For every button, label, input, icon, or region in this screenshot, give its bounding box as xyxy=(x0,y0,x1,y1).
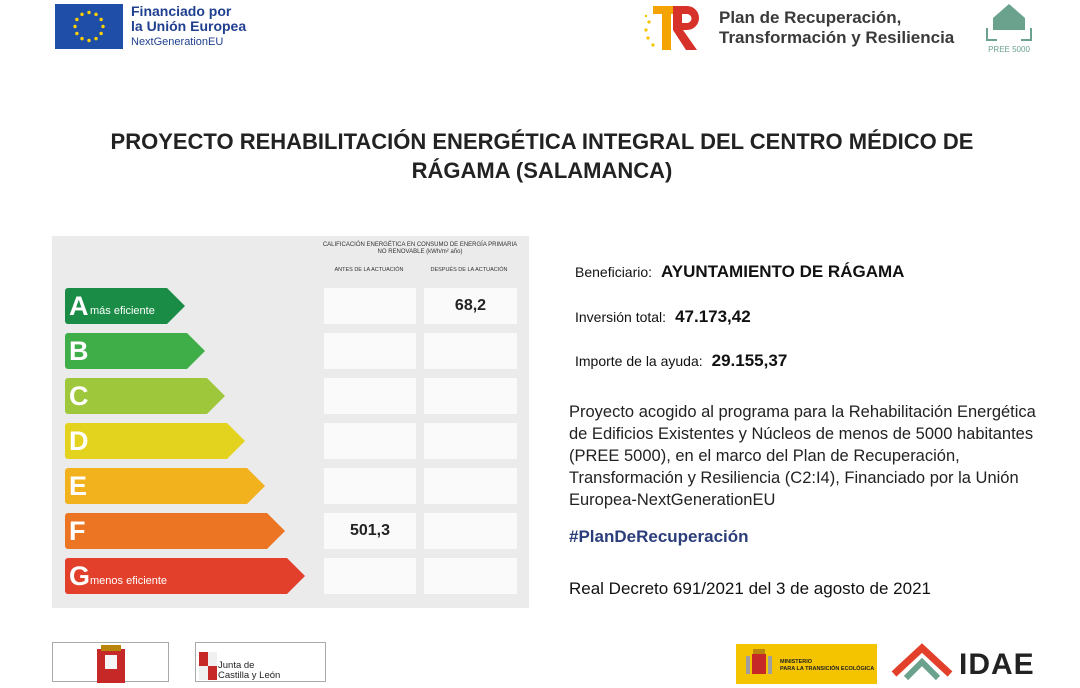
aid-row xyxy=(575,351,787,371)
rating-sublabel: menos eficiente xyxy=(90,575,168,587)
eu-star xyxy=(87,11,90,14)
beneficiary-value: AYUNTAMIENTO DE RÁGAMA xyxy=(661,262,905,281)
rating-row-c xyxy=(52,376,529,414)
rating-arrow-c xyxy=(65,378,225,414)
eu-line-3: NextGenerationEU xyxy=(131,36,224,48)
rating-letter: D xyxy=(69,426,89,456)
rating-sublabel: más eficiente xyxy=(90,305,155,317)
ministry-line-1: MINISTERIO xyxy=(780,659,813,665)
recovery-plan-logo xyxy=(643,2,954,54)
ministry-logo xyxy=(736,644,877,684)
eu-funding-text xyxy=(131,4,246,50)
recovery-plan-text xyxy=(719,8,954,48)
aid-label: Importe de la ayuda: xyxy=(575,353,703,369)
eu-line-2: la Unión Europea xyxy=(131,18,247,34)
rating-heading: CALIFICACIÓN ENERGÉTICA EN CONSUMO DE ENERGÍA PRIMARIA NO RENOVABLE (kWh/m² año) xyxy=(322,242,518,255)
after-value-cell xyxy=(424,558,517,594)
eu-star xyxy=(94,37,97,40)
rating-row-e xyxy=(52,466,529,504)
before-value-cell xyxy=(324,288,416,324)
pree-label: PREE 5000 xyxy=(988,45,1030,54)
idae-mark-icon xyxy=(890,642,954,682)
ministry-line-2: PARA LA TRANSICIÓN ECOLÓGICA xyxy=(780,666,875,672)
before-value-cell xyxy=(324,423,416,459)
eu-line-1: Financiado por xyxy=(131,3,232,19)
spain-crest-icon xyxy=(740,648,776,678)
beneficiary-label: Beneficiario: xyxy=(575,264,653,280)
rating-row-f xyxy=(52,511,529,549)
rating-letter: C xyxy=(69,381,89,411)
town-hall-logo xyxy=(52,642,169,682)
after-value-cell: 68,2 xyxy=(424,288,517,324)
eu-star xyxy=(73,25,76,28)
eu-flag-icon xyxy=(55,4,123,49)
before-value-cell xyxy=(324,378,416,414)
eu-star xyxy=(75,18,78,21)
eu-star xyxy=(87,39,90,42)
after-value-cell xyxy=(424,513,517,549)
rating-arrow-a xyxy=(65,288,185,324)
investment-label: Inversión total: xyxy=(575,309,667,325)
rating-arrow-d xyxy=(65,423,245,459)
junta-shield-icon xyxy=(199,652,217,680)
investment-row xyxy=(575,307,751,327)
after-value-cell xyxy=(424,378,517,414)
pree-5000-logo xyxy=(983,0,1035,58)
rating-arrow-g xyxy=(65,558,305,594)
energy-rating-chart xyxy=(52,236,529,608)
eu-star xyxy=(80,37,83,40)
rating-letter: G xyxy=(69,561,91,591)
after-value-cell xyxy=(424,468,517,504)
rating-row-d xyxy=(52,421,529,459)
project-title xyxy=(60,127,1024,185)
junta-line-2: Castilla y León xyxy=(218,670,281,681)
junta-text xyxy=(218,661,280,681)
eu-star xyxy=(80,13,83,16)
eu-star xyxy=(75,32,78,35)
rating-arrow-b xyxy=(65,333,205,369)
eu-star xyxy=(101,25,104,28)
eu-star xyxy=(99,18,102,21)
investment-value: 47.173,42 xyxy=(675,307,751,326)
junta-line-1: Junta de xyxy=(218,660,255,671)
beneficiary-row xyxy=(575,262,904,282)
idae-wordmark: IDAE xyxy=(959,648,1035,681)
prtr-line-2: Transformación y Resiliencia xyxy=(719,28,955,47)
before-value-cell xyxy=(324,333,416,369)
rating-letter: F xyxy=(69,516,86,546)
before-value-cell xyxy=(324,468,416,504)
title-line-1: PROYECTO REHABILITACIÓN ENERGÉTICA INTEGRAL DEL CENTRO MÉDICO DE xyxy=(110,129,974,154)
rating-arrow-e xyxy=(65,468,265,504)
junta-castilla-leon-logo xyxy=(195,642,326,682)
coat-of-arms-icon xyxy=(53,643,170,683)
idae-logo xyxy=(890,642,1035,682)
title-line-2: RÁGAMA (SALAMANCA) xyxy=(411,158,673,183)
after-column-header: DESPUÉS DE LA ACTUACIÓN xyxy=(430,267,508,273)
after-value-cell xyxy=(424,423,517,459)
royal-decree: Real Decreto 691/2021 del 3 de agosto de 2021 xyxy=(569,579,931,598)
rating-row-b xyxy=(52,331,529,369)
eu-funding-logo xyxy=(55,4,246,50)
house-icon xyxy=(983,0,1035,44)
rating-row-g xyxy=(52,556,529,594)
eu-star xyxy=(94,13,97,16)
before-column-header: ANTES DE LA ACTUACIÓN xyxy=(334,267,404,273)
ministry-text xyxy=(780,659,874,673)
after-value-cell xyxy=(424,333,517,369)
rating-letter: A xyxy=(69,291,89,321)
hashtag: #PlanDeRecuperación xyxy=(569,527,749,546)
rating-letter: B xyxy=(69,336,89,366)
before-value-cell xyxy=(324,558,416,594)
program-description: Proyecto acogido al programa para la Rehabilitación Energética de Edificios Existentes y Núcleos de menos de 5000 habitantes (PREE 5000), en el marco del Plan de Recuperación, Transformación y Resiliencia (C2:I4), Financiado por la Unión Europea-NextGenerationEU xyxy=(569,403,1036,509)
tr-logo-icon xyxy=(643,2,705,54)
rating-arrow-f xyxy=(65,513,285,549)
eu-star xyxy=(99,32,102,35)
rating-letter: E xyxy=(69,471,88,501)
rating-row-a xyxy=(52,286,529,324)
before-value-cell: 501,3 xyxy=(324,513,416,549)
prtr-line-1: Plan de Recuperación, xyxy=(719,8,902,27)
aid-value: 29.155,37 xyxy=(711,351,788,370)
